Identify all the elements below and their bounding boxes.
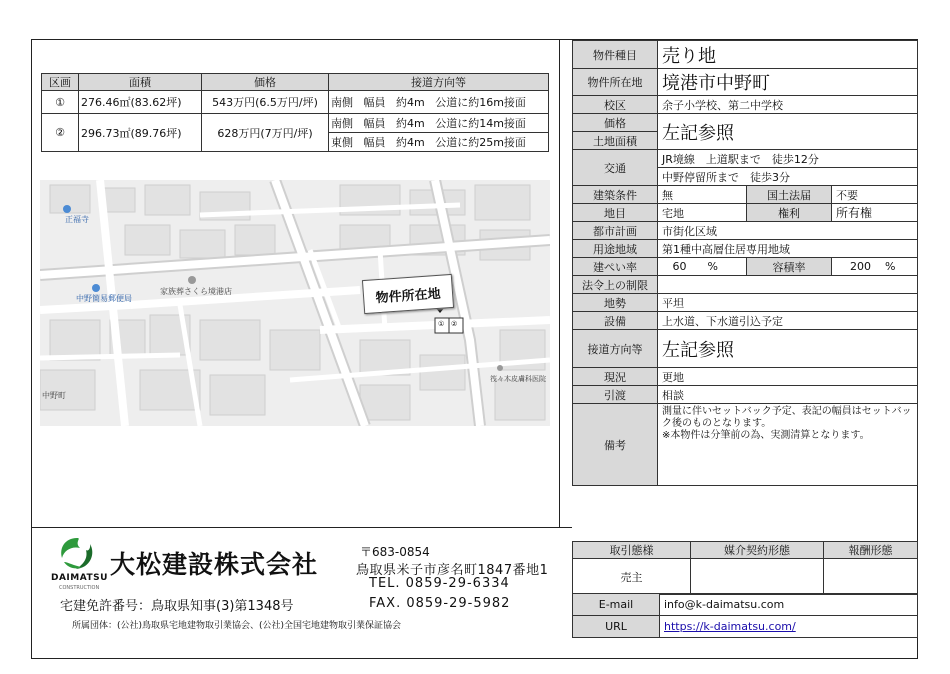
company-logo-icon	[56, 536, 98, 572]
road-width: 約4m	[396, 117, 425, 130]
lot-area: 296.73㎡(89.76坪)	[79, 114, 202, 152]
parcel-header-row	[42, 74, 549, 91]
lot-road	[329, 91, 549, 114]
broker-header: 取引態様	[573, 542, 691, 559]
map-callout: 物件所在地	[362, 274, 454, 314]
spec-label: 容積率	[747, 258, 832, 276]
coverage-ratio	[658, 258, 747, 276]
road-access: 左記参照	[658, 330, 918, 368]
road-frontage: 公道に約25m接面	[435, 136, 526, 149]
table-row	[573, 386, 918, 404]
spec-label: 建ぺい率	[573, 258, 658, 276]
table-row	[573, 330, 918, 368]
lot-road	[329, 114, 549, 133]
remarks-line: 測量に伴いセットバック予定、表記の幅員はセットバッ	[662, 406, 912, 417]
fee-type	[824, 559, 918, 595]
map-label-clinic: 筏々木皮膚科医院	[490, 375, 546, 383]
table-row	[573, 41, 918, 69]
broker-header: 報酬形態	[824, 542, 918, 559]
remarks-line: ク後のものとなります。	[662, 418, 772, 429]
map-label-funeral: 家族葬さくら境港店	[160, 287, 232, 296]
land-act-notice: 不要	[832, 186, 918, 204]
spec-label: 現況	[573, 368, 658, 386]
table-row	[573, 204, 918, 222]
company-name: 大松建設株式会社	[110, 550, 319, 579]
spec-label: 備考	[573, 404, 658, 486]
logo-wordmark: DAIMATSU	[51, 573, 108, 583]
table-row	[42, 114, 549, 133]
company-tel: TEL. 0859-29-6334	[369, 576, 510, 591]
spec-label: 地勢	[573, 294, 658, 312]
contact-table	[572, 593, 918, 638]
spec-label: 引渡	[573, 386, 658, 404]
parcel-table	[41, 73, 549, 152]
property-type: 売り地	[658, 41, 918, 69]
table-row	[573, 542, 918, 559]
floor-area-ratio	[832, 258, 918, 276]
road-frontage: 公道に約16m接面	[435, 96, 526, 109]
land-rights: 所有権	[832, 204, 918, 222]
table-row	[573, 276, 918, 294]
col-header-lot: 区画	[42, 74, 79, 91]
spec-label: 権利	[747, 204, 832, 222]
road-width-label: 幅員	[363, 96, 386, 109]
current-status: 更地	[658, 368, 918, 386]
table-row	[573, 222, 918, 240]
table-row	[573, 594, 918, 616]
spec-label: 接道方向等	[573, 330, 658, 368]
transport-1: JR境線 上道駅まで 徒歩12分	[658, 150, 918, 168]
road-width: 約4m	[396, 96, 425, 109]
lot-number: ①	[42, 91, 79, 114]
property-location: 境港市中野町	[658, 69, 918, 96]
table-row	[573, 114, 918, 132]
company-address: 鳥取県米子市彦名町1847番地1	[356, 563, 549, 578]
contact-url	[660, 616, 918, 638]
table-row	[573, 69, 918, 96]
contact-label: E-mail	[573, 594, 660, 616]
spec-label: 校区	[573, 96, 658, 114]
map-label-temple: 正福寺	[65, 215, 89, 224]
spec-label: 建築条件	[573, 186, 658, 204]
spec-label: 土地面積	[573, 132, 658, 150]
temple-pin-icon	[63, 205, 71, 213]
table-row	[573, 150, 918, 168]
column-divider	[559, 39, 560, 527]
legal-restrictions	[658, 276, 918, 294]
coverage-value: 60	[672, 260, 687, 273]
logo-subtext: CONSTRUCTION	[59, 585, 100, 591]
spec-label: 国土法届	[747, 186, 832, 204]
table-row	[573, 404, 918, 486]
location-map[interactable]	[40, 180, 550, 426]
lot-price: 543万円(6.5万円/坪)	[202, 91, 329, 114]
map-lot-1: ①	[438, 320, 445, 328]
map-label-town: 中野町	[42, 391, 66, 400]
clinic-pin-icon	[497, 365, 503, 371]
coverage-unit: %	[707, 260, 718, 273]
lot-area: 276.46㎡(83.62坪)	[79, 91, 202, 114]
table-row	[573, 312, 918, 330]
col-header-road: 接道方向等	[329, 74, 549, 91]
website-link[interactable]: https://k-daimatsu.com/	[664, 620, 796, 633]
map-label-post: 中野簡易郵便局	[76, 294, 132, 303]
contact-email[interactable]: info@k-daimatsu.com	[660, 594, 918, 616]
brokerage-contract	[691, 559, 824, 595]
contact-label: URL	[573, 616, 660, 638]
company-fax: FAX. 0859-29-5982	[369, 596, 511, 611]
school-district: 余子小学校、第二中学校	[658, 96, 918, 114]
spec-label: 物件所在地	[573, 69, 658, 96]
road-width-label: 幅員	[363, 136, 386, 149]
transaction-type: 売主	[573, 559, 691, 595]
spec-label: 価格	[573, 114, 658, 132]
land-category: 宅地	[658, 204, 747, 222]
table-row	[573, 186, 918, 204]
map-lot-2: ②	[451, 320, 458, 328]
spec-label: 設備	[573, 312, 658, 330]
spec-label: 交通	[573, 150, 658, 186]
table-row	[42, 91, 549, 114]
remarks-line: ※本物件は分筆前の為、実測清算となります。	[662, 430, 870, 441]
postal-code: 〒683-0854	[360, 545, 430, 559]
col-header-area: 面積	[79, 74, 202, 91]
license-number: 宅建免許番号：鳥取県知事(3)第1348号	[60, 599, 294, 614]
spec-label: 都市計画	[573, 222, 658, 240]
road-dir: 東側	[331, 136, 353, 149]
city-plan: 市街化区域	[658, 222, 918, 240]
table-row	[573, 96, 918, 114]
road-frontage: 公道に約14m接面	[435, 117, 526, 130]
road-width-label: 幅員	[363, 117, 386, 130]
far-unit: %	[885, 260, 896, 273]
remarks	[658, 404, 918, 486]
lot-road	[329, 133, 549, 152]
road-dir: 南側	[331, 96, 353, 109]
table-row	[573, 368, 918, 386]
col-header-price: 価格	[202, 74, 329, 91]
spec-label: 用途地域	[573, 240, 658, 258]
company-divider	[31, 527, 572, 528]
building-condition: 無	[658, 186, 747, 204]
table-row	[573, 559, 918, 595]
broker-table	[572, 541, 918, 595]
facilities: 上水道、下水道引込予定	[658, 312, 918, 330]
lot-price: 628万円(7万円/坪)	[202, 114, 329, 152]
road-dir: 南側	[331, 117, 353, 130]
transport-2: 中野停留所まで 徒歩3分	[658, 168, 918, 186]
spec-table	[572, 40, 918, 486]
far-value: 200	[850, 260, 871, 273]
table-row	[573, 294, 918, 312]
broker-header: 媒介契約形態	[691, 542, 824, 559]
table-row	[573, 616, 918, 638]
table-row	[573, 240, 918, 258]
handover: 相談	[658, 386, 918, 404]
table-row	[573, 258, 918, 276]
terrain: 平坦	[658, 294, 918, 312]
funeral-hall-pin-icon	[188, 276, 196, 284]
spec-label: 物件種目	[573, 41, 658, 69]
spec-label: 法令上の制限	[573, 276, 658, 294]
road-width: 約4m	[396, 136, 425, 149]
spec-label: 地目	[573, 204, 658, 222]
price-area-value: 左記参照	[658, 114, 918, 150]
zoning: 第1種中高層住居専用地域	[658, 240, 918, 258]
lot-number: ②	[42, 114, 79, 152]
associations: 所属団体：(公社)鳥取県宅地建物取引業協会、(公社)全国宅地建物取引業保証協会	[72, 621, 402, 631]
post-office-pin-icon	[92, 284, 100, 292]
